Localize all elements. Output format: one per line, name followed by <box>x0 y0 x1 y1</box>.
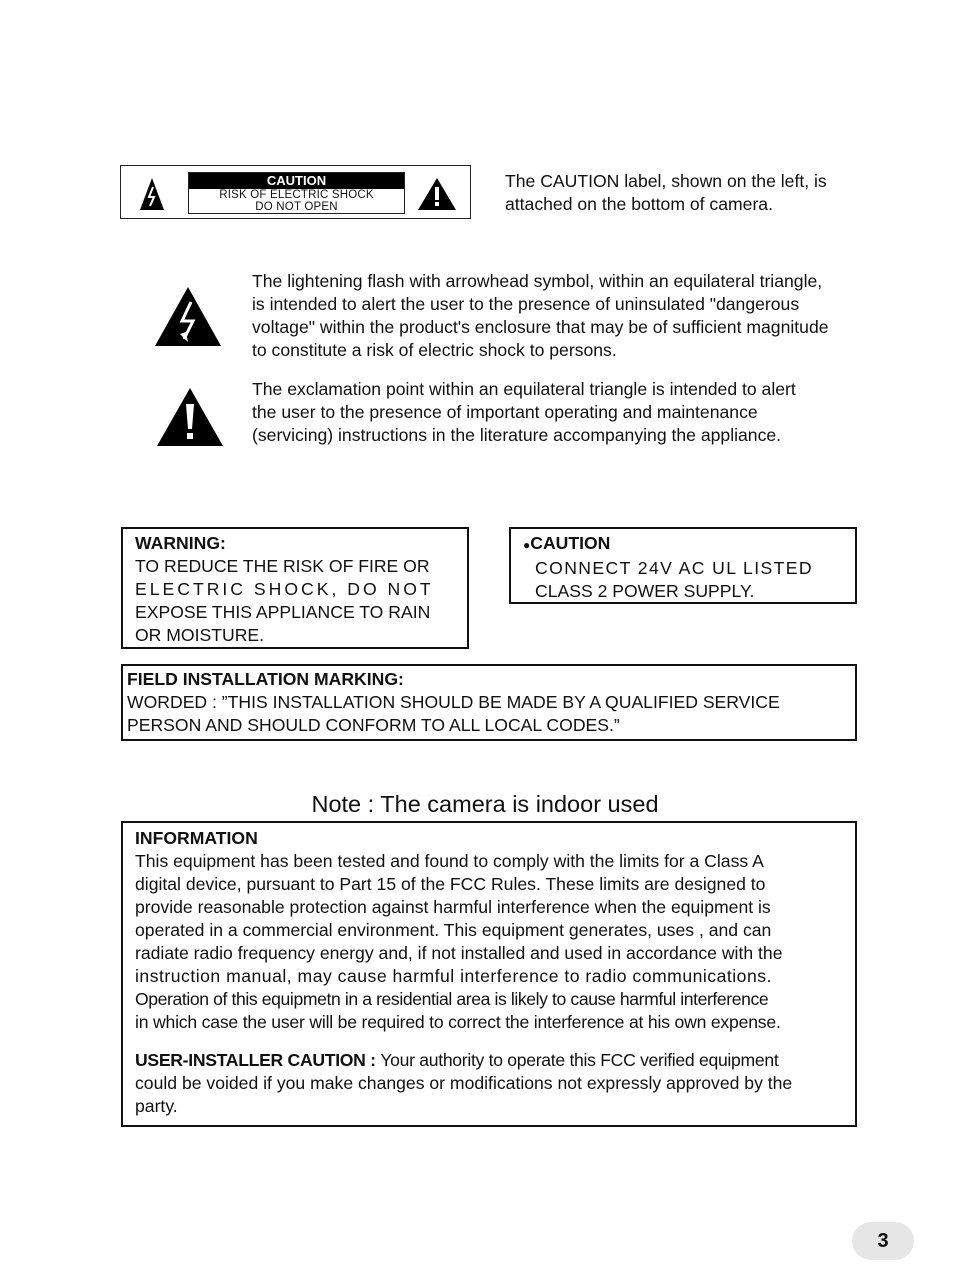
user-installer-caution <box>135 1049 825 1072</box>
text-line: PERSON AND SHOULD CONFORM TO ALL LOCAL CODES.” <box>127 715 620 735</box>
text-line: OR MOISTURE. <box>135 625 265 645</box>
text-line: Your authority to operate this FCC verified equipment <box>380 1050 779 1070</box>
text-line: ELECTRIC SHOCK, DO NOT <box>135 579 434 599</box>
text-line: The exclamation point within an equilateral triangle is intended to alert <box>252 379 796 399</box>
text-line: digital device, pursuant to Part 15 of the FCC Rules. These limits are designed to <box>135 874 766 894</box>
text-line: Operation of this equipmetn in a residential area is likely to cause harmful interference <box>135 989 769 1009</box>
information-box <box>121 821 857 1127</box>
note-heading: Note : The camera is indoor used <box>311 791 659 817</box>
text-line: CONNECT 24V AC UL LISTED <box>535 558 814 578</box>
caution-box-title <box>523 532 845 557</box>
text-line: radiate radio frequency energy and, if not installed and used in accordance with the <box>135 943 783 963</box>
user-installer-caution-label: USER-INSTALLER CAUTION : <box>135 1050 381 1070</box>
caution-label-text <box>188 172 405 214</box>
information-title: INFORMATION <box>135 828 258 848</box>
warning-box <box>121 527 469 649</box>
warning-title: WARNING: <box>135 533 226 553</box>
text-line: provide reasonable protection against harmful interference when the equipment is <box>135 897 771 917</box>
text-line: party. <box>135 1096 178 1116</box>
caution-label-line2: DO NOT OPEN <box>255 201 338 213</box>
field-installation-title: FIELD INSTALLATION MARKING: <box>127 669 404 689</box>
text-line: to constitute a risk of electric shock to persons. <box>252 340 617 360</box>
text-line: WORDED : ”THIS INSTALLATION SHOULD BE MADE BY A QUALIFIED SERVICE <box>127 692 780 712</box>
text-line: the user to the presence of important operating and maintenance <box>252 402 758 422</box>
lightning-description <box>252 270 852 362</box>
exclamation-triangle-icon <box>418 178 456 210</box>
caution-label <box>120 165 471 219</box>
text-line: attached on the bottom of camera. <box>505 194 773 214</box>
text-line: (servicing) instructions in the literature accompanying the appliance. <box>252 425 782 445</box>
text-line: The CAUTION label, shown on the left, is <box>505 171 827 191</box>
caution-label-line1: RISK OF ELECTRIC SHOCK <box>219 189 374 201</box>
text-line: The lightening flash with arrowhead symbol, within an equilateral triangle, <box>252 271 823 291</box>
text-line: CLASS 2 POWER SUPPLY. <box>535 581 755 601</box>
text-line: TO REDUCE THE RISK OF FIRE OR <box>135 556 430 576</box>
exclamation-description <box>252 378 852 447</box>
field-installation-box <box>121 664 857 741</box>
text-line: in which case the user will be required to correct the interference at his own expense. <box>135 1012 781 1032</box>
text-line: EXPOSE THIS APPLIANCE TO RAIN <box>135 602 431 622</box>
lightning-triangle-icon <box>155 287 221 346</box>
caution-label-description <box>505 170 865 216</box>
text-line: could be voided if you make changes or modifications not expressly approved by the <box>135 1073 793 1093</box>
caution-title-text: CAUTION <box>530 533 611 553</box>
text-line: voltage" within the product's enclosure that may be of sufficient magnitude <box>252 317 829 337</box>
bullet-icon: ● <box>523 538 531 552</box>
exclamation-triangle-icon <box>157 388 223 446</box>
page-number: 3 <box>852 1222 914 1260</box>
lightning-triangle-icon <box>140 178 164 210</box>
caution-label-header: CAUTION <box>189 173 404 189</box>
text-line: This equipment has been tested and found to comply with the limits for a Class A <box>135 851 764 871</box>
text-line: is intended to alert the user to the presence of uninsulated "dangerous <box>252 294 800 314</box>
text-line: operated in a commercial environment. This equipment generates, uses , and can <box>135 920 772 940</box>
caution-box <box>509 527 857 604</box>
text-line: instruction manual, may cause harmful interference to radio communications. <box>135 966 772 986</box>
